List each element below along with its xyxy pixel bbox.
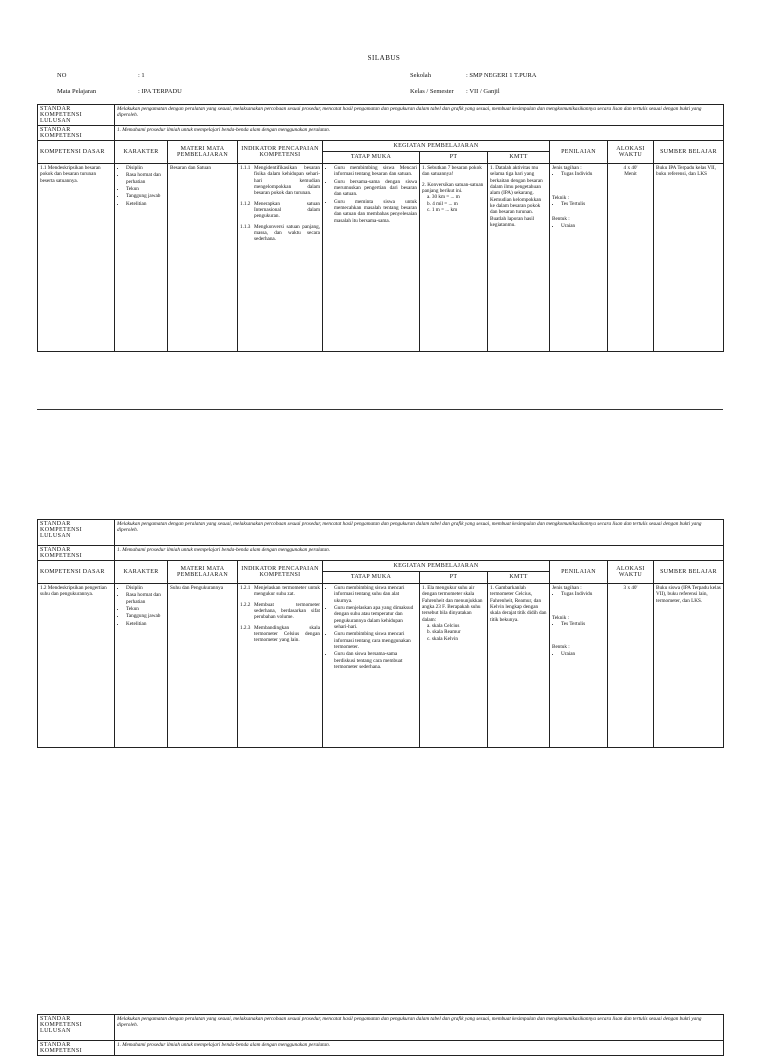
header-kd: KOMPETENSI DASAR bbox=[38, 561, 115, 584]
header-pt: PT bbox=[420, 152, 488, 164]
header-indikator: INDIKATOR PENCAPAIAN KOMPETENSI bbox=[238, 141, 323, 164]
header-karakter: KARAKTER bbox=[115, 141, 168, 164]
header-kegiatan: KEGIATAN PEMBELAJARAN bbox=[323, 141, 550, 152]
indikator-cell bbox=[238, 164, 323, 352]
penilaian-bentuk-label: Bentuk : bbox=[552, 216, 570, 223]
class-label: Kelas / Semester bbox=[410, 88, 454, 95]
header-kegiatan: KEGIATAN PEMBELAJARAN bbox=[323, 561, 550, 572]
indikator-item: 1.1.1 Mengidentifikasikan besaran fisika dalam kehidupan sehari-hari kemudian mengelompokkan dalam besaran pokok dan turunan. bbox=[240, 165, 320, 197]
subject-label: Mata Pelajaran bbox=[57, 88, 97, 95]
materi-cell bbox=[168, 164, 238, 352]
header-kmtt: KMTT bbox=[488, 152, 550, 164]
penilaian-cell bbox=[550, 584, 608, 748]
kd-text: 1.1 Mendeskripsikan besaran pokok dan besaran turunan beserta satuannya. bbox=[40, 165, 101, 184]
pt-subitem: a. skala Celcius bbox=[427, 623, 460, 630]
tatap-muka-list bbox=[325, 585, 417, 670]
subject-value: : IPA TERPADU bbox=[138, 88, 182, 95]
alokasi-cell bbox=[608, 164, 654, 352]
penilaian-bentuk-item: • Uraian bbox=[561, 223, 605, 229]
sk-label: STANDAR KOMPETENSI bbox=[38, 1041, 115, 1056]
karakter-item: • Ketelitian bbox=[126, 621, 165, 627]
header-alokasi: ALOKASI WAKTU bbox=[608, 141, 654, 164]
pt-subitem: b. skala Reamur bbox=[427, 629, 461, 636]
karakter-item: • Tekun bbox=[126, 186, 165, 192]
sumber-cell bbox=[654, 164, 724, 352]
penilaian-bentuk-item: • Uraian bbox=[561, 651, 605, 657]
tatap-muka-item: • Guru menjelaskan apa yang dimaksud dengan suhu atau temperatur dan pengukurannya dalam kehidupan sehari-hari. bbox=[334, 605, 417, 630]
karakter-list bbox=[117, 585, 165, 627]
header-kd: KOMPETENSI DASAR bbox=[38, 141, 115, 164]
header-penilaian: PENILAIAN bbox=[550, 561, 608, 584]
pt-subitem: a. 30 km = ... m bbox=[427, 194, 460, 201]
karakter-item: • Tanggung jawab bbox=[126, 193, 165, 199]
header-sumber: SUMBER BELAJAR bbox=[654, 561, 724, 584]
karakter-item: • Disiplin bbox=[126, 165, 165, 171]
pt-subitem: c. 1 m = ... km bbox=[427, 207, 458, 214]
karakter-item: • Ketelitian bbox=[126, 201, 165, 207]
pt-item: 1. Ela mengukur suhu air dengan termometer skala Fahrenheit dan menunjukkan angka 23 F. Berapakah suhu tersebut bila dinyatakan dalam: bbox=[422, 585, 483, 623]
tatap-muka-item: • Guru membimbing siswa Mencari informasi tentang besaran dan satuan. bbox=[334, 165, 417, 178]
no-label: NO bbox=[57, 72, 67, 79]
indikator-item: 1.2.3 Membandingkan skala termometer Celsius dengan termometer yang lain. bbox=[240, 624, 320, 644]
karakter-item: • Rasa hormat dan perhatian bbox=[126, 592, 165, 605]
header-karakter: KARAKTER bbox=[115, 561, 168, 584]
skl-label: STANDAR KOMPETENSI LULUSAN bbox=[38, 520, 115, 546]
indikator-item: 1.2.2 Membuat termometer sederhana, berdasarkan sifat perubahan volume. bbox=[240, 601, 320, 621]
karakter-cell bbox=[115, 164, 168, 352]
no-value: : 1 bbox=[138, 72, 145, 79]
kmtt-text: 1. Gambarkanlah termometer Celcius, Fahrenheit, Reamur, dan Kelvin lengkap dengan skala derajat titik didih dan titik bekunya. bbox=[490, 585, 547, 623]
syllabus-table-3 bbox=[37, 1014, 724, 1056]
tatap-muka-list bbox=[325, 165, 417, 224]
skl-text: Melakukan pengamatan dengan peralatan yang sesuai, melaksanakan percobaan sesuai prosedur, mencatat hasil pengamatan dan pengukuran dalam tabel dan grafik yang sesuai, membuat kesimpulan dan mengkomunikasikannya secara lisan dan tertulis sesuai dengan bukti yang diperoleh. bbox=[115, 105, 724, 126]
document-title: SILABUS bbox=[367, 54, 401, 62]
header-sumber: SUMBER BELAJAR bbox=[654, 141, 724, 164]
syllabus-table-1 bbox=[37, 104, 724, 352]
skl-label: STANDAR KOMPETENSI LULUSAN bbox=[38, 1015, 115, 1041]
header-materi: MATERI MATA PEMBELAJARAN bbox=[168, 141, 238, 164]
pt-item: 1. Sebutkan 7 besaran pokok dan satuannya! bbox=[422, 165, 482, 178]
header-indikator: INDIKATOR PENCAPAIAN KOMPETENSI bbox=[238, 561, 323, 584]
sk-label: STANDAR KOMPETENSI bbox=[38, 126, 115, 141]
materi-text: Suhu dan Pengukurannya bbox=[170, 585, 224, 591]
tatap-muka-item: • Guru membimbing siswa mencari informasi tentang suhu dan alat ukurnya. bbox=[334, 585, 417, 604]
header-pt: PT bbox=[420, 572, 488, 584]
sk-label: STANDAR KOMPETENSI bbox=[38, 546, 115, 561]
header-penilaian: PENILAIAN bbox=[550, 141, 608, 164]
skl-label: STANDAR KOMPETENSI LULUSAN bbox=[38, 105, 115, 126]
sumber-cell bbox=[654, 584, 724, 748]
karakter-item: • Tekun bbox=[126, 606, 165, 612]
school-value: : SMP NEGERI 1 T.PURA bbox=[466, 72, 537, 79]
indikator-cell bbox=[238, 584, 323, 748]
tatap-muka-item: • Guru dan siswa bersama-sama berdiskusi tentang cara membuat termometer sederhana. bbox=[334, 651, 417, 670]
tatap-muka-item: • Guru membimbing siswa mencari informasi tentang cara menggunakan termometer. bbox=[334, 631, 417, 650]
tatap-muka-cell bbox=[323, 164, 420, 352]
sumber-text: Buku siswa (IPA Terpadu kelas VII), buku referensi lain, termometer, dan LKS. bbox=[656, 585, 721, 604]
karakter-item: • Rasa hormat dan perhatian bbox=[126, 172, 165, 185]
indikator-item: 1.1.2 Menerapkan satuan Internasional dalam pengukuran. bbox=[240, 200, 320, 220]
alokasi-unit: Menit bbox=[624, 171, 637, 178]
materi-cell bbox=[168, 584, 238, 748]
pt-subitem: b. 4 mil = ... m bbox=[427, 200, 458, 207]
karakter-item: • Tanggung jawab bbox=[126, 613, 165, 619]
pt-subitem: c. skala Kelvin bbox=[427, 635, 458, 642]
sk-text: 1. Memahami prosedur ilmiah untuk mempelajari benda-benda alam dengan menggunakan peralatan. bbox=[115, 546, 724, 561]
penilaian-teknik-label: Teknik : bbox=[552, 194, 570, 201]
tatap-muka-cell bbox=[323, 584, 420, 748]
page-separator bbox=[37, 409, 723, 410]
tatap-muka-item: • Guru meminta siswa untuk memecahkan masalah tentang besaran dan satuan dan membahas penyelesaian masalah itu bersama-sama. bbox=[334, 199, 417, 224]
school-label: Sekolah bbox=[410, 72, 431, 79]
kmtt-text: 1. Datalah aktivitas mu selama tiga hari yang berkaitan dengan besaran dalam ilmu pengetahuan alam (IPA) sekarang. Kemudian kelompokkan ke dalam besaran pokok dan besaran turunan. Buatlah laporan hasil kegiatanmu. bbox=[490, 165, 543, 229]
kmtt-cell bbox=[488, 164, 550, 352]
penilaian-cell bbox=[550, 164, 608, 352]
alokasi-cell bbox=[608, 584, 654, 748]
pt-cell bbox=[420, 164, 488, 352]
header-alokasi: ALOKASI WAKTU bbox=[608, 561, 654, 584]
alokasi-value: 3 x 40' bbox=[623, 585, 638, 591]
kmtt-cell bbox=[488, 584, 550, 748]
kd-text: 1.2 Mendeskripsikan pengertian suhu dan pengukurannya. bbox=[40, 585, 107, 598]
header-materi: MATERI MATA PEMBELAJARAN bbox=[168, 561, 238, 584]
kd-cell bbox=[38, 164, 115, 352]
penilaian-teknik-item: • Tes Tertulis bbox=[561, 621, 605, 627]
header-tatap-muka: TATAP MUKA bbox=[323, 152, 420, 164]
skl-text: Melakukan pengamatan dengan peralatan yang sesuai, melaksanakan percobaan sesuai prosedur, mencatat hasil pengamatan dan pengukuran dalam tabel dan grafik yang sesuai, membuat kesimpulan dan mengkomunikasikannya secara lisan dan tertulis sesuai dengan bukti yang diperoleh. bbox=[115, 520, 724, 546]
tatap-muka-item: • Guru bersama-sama dengan siswa merumuskan pengertian dari besaran dan satuan. bbox=[334, 179, 417, 198]
karakter-cell bbox=[115, 584, 168, 748]
penilaian-jenis-label: Jenis tagihan : bbox=[552, 165, 582, 171]
pt-cell bbox=[420, 584, 488, 748]
karakter-list bbox=[117, 165, 165, 207]
class-value: : VII / Ganjil bbox=[466, 88, 500, 95]
syllabus-table-2 bbox=[37, 519, 724, 748]
penilaian-jenis-item: • Tugas Individu bbox=[561, 171, 605, 177]
indikator-item: 1.2.1 Menjelaskan termometer untuk mengukur suhu zat. bbox=[240, 585, 320, 598]
alokasi-value: 4 x 40' bbox=[623, 165, 638, 171]
penilaian-teknik-label: Teknik : bbox=[552, 614, 570, 621]
header-kmtt: KMTT bbox=[488, 572, 550, 584]
skl-text: Melakukan pengamatan dengan peralatan yang sesuai, melaksanakan percobaan sesuai prosedur, mencatat hasil pengamatan dan pengukuran dalam tabel dan grafik yang sesuai, membuat kesimpulan dan mengkomunikasikannya secara lisan dan tertulis sesuai dengan bukti yang diperoleh. bbox=[115, 1015, 724, 1041]
karakter-item: • Disiplin bbox=[126, 585, 165, 591]
sk-text: 1. Memahami prosedur ilmiah untuk mempelajari benda-benda alam dengan menggunakan peralatan. bbox=[115, 1041, 724, 1056]
penilaian-bentuk-label: Bentuk : bbox=[552, 644, 570, 651]
header-tatap-muka: TATAP MUKA bbox=[323, 572, 420, 584]
kd-cell bbox=[38, 584, 115, 748]
sumber-text: Buku IPA Terpadu kelas VII, buku referensi, dan LKS bbox=[656, 165, 716, 178]
pt-item: 2. Konversikan satuan-satuan panjang berikut ini. bbox=[422, 181, 484, 195]
penilaian-teknik-item: • Tes Tertulis bbox=[561, 201, 605, 207]
sk-text: 1. Memahami prosedur ilmiah untuk mempelajari benda-benda alam dengan menggunakan peralatan. bbox=[115, 126, 724, 141]
penilaian-jenis-label: Jenis tagihan : bbox=[552, 585, 582, 591]
materi-text: Besaran dan Satuan bbox=[170, 165, 211, 171]
indikator-item: 1.1.3 Mengkonversi satuan panjang, massa, dan waktu secara sederhana. bbox=[240, 223, 320, 243]
penilaian-jenis-item: • Tugas Individu bbox=[561, 591, 605, 597]
